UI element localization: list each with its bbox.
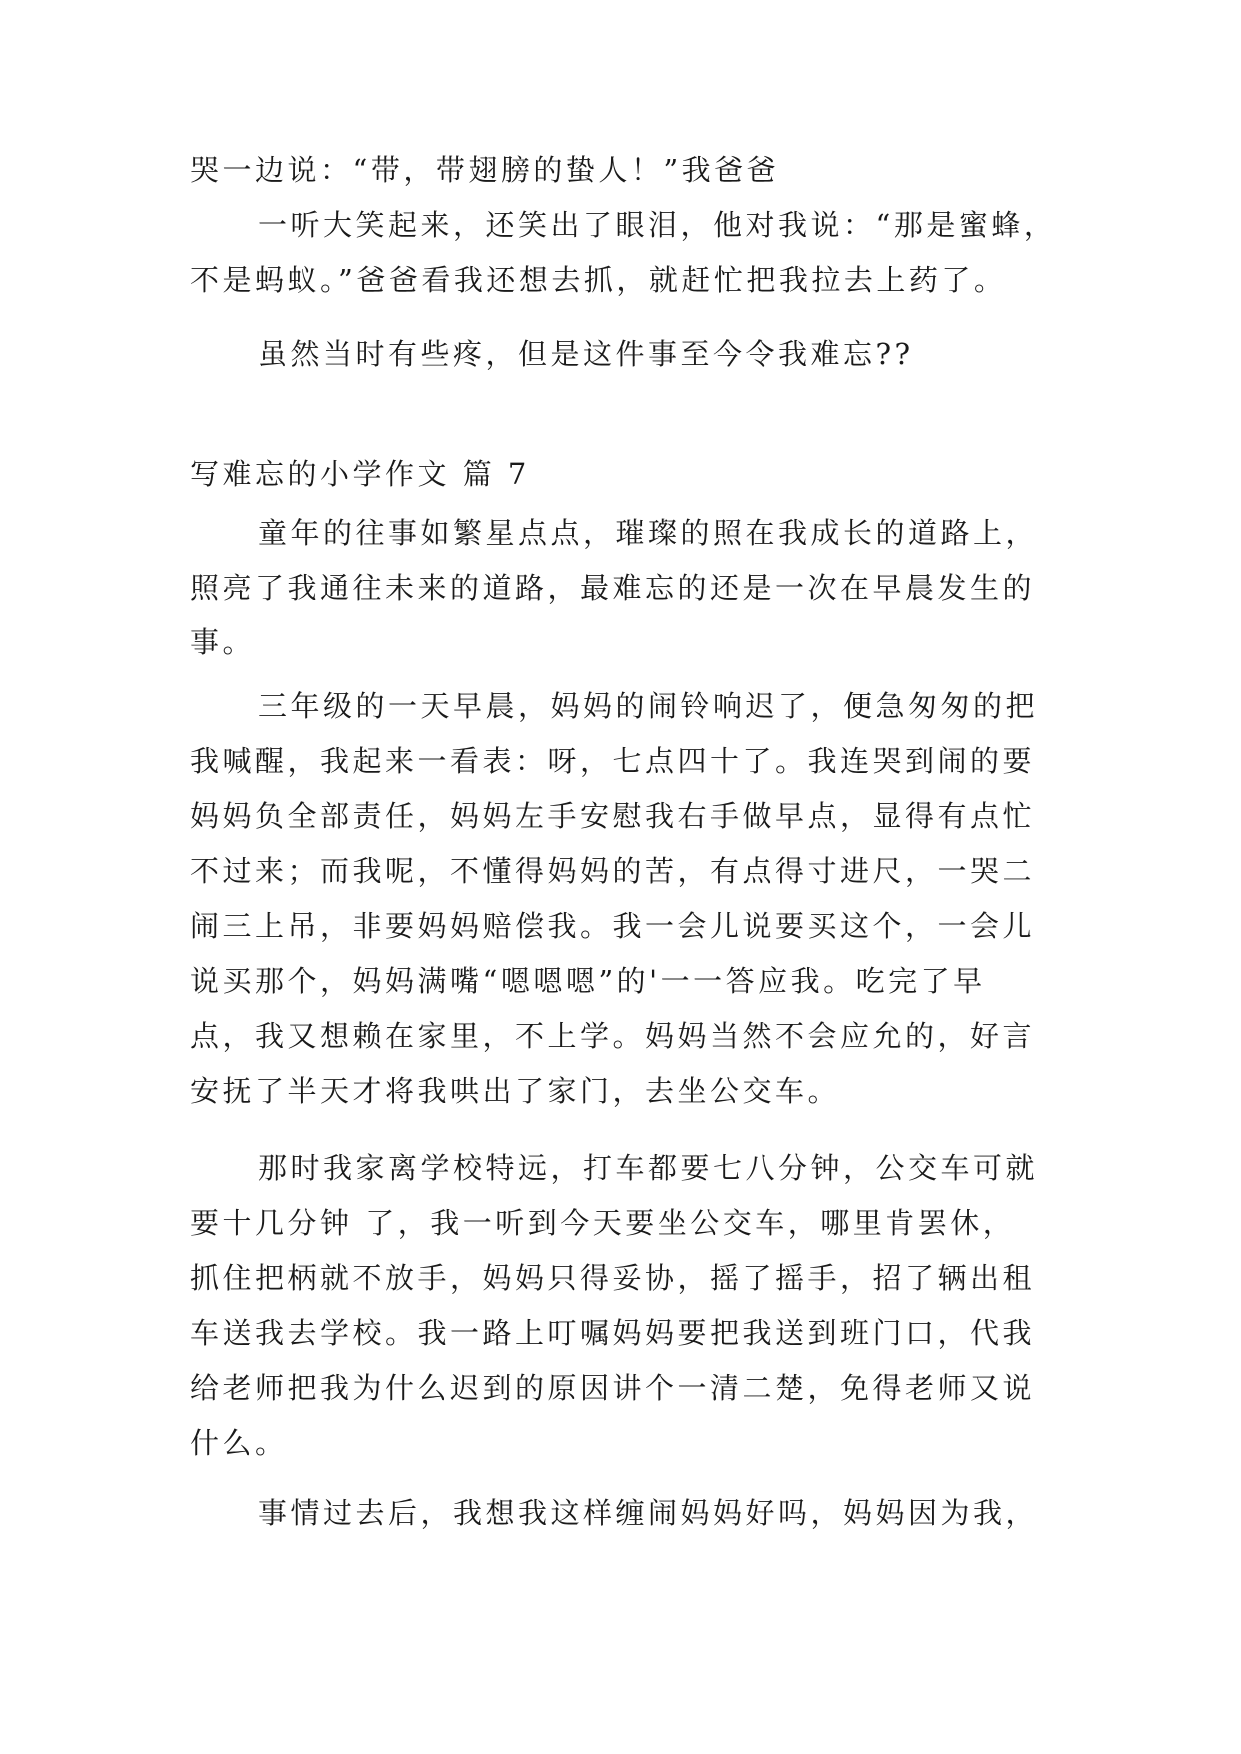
text-line: 一听大笑起来，还笑出了眼泪，他对我说：“那是蜜蜂， [258, 208, 1057, 242]
text-line: 不过来；而我呢，不懂得妈妈的苦，有点得寸进尺，一哭二 [190, 854, 1036, 888]
text-line: 不是蚂蚁。”爸爸看我还想去抓，就赶忙把我拉去上药了。 [190, 263, 1007, 297]
text-line: 虽然当时有些疼，但是这件事至今令我难忘?? [258, 337, 914, 371]
text-line: 童年的往事如繁星点点，璀璨的照在我成长的道路上， [258, 516, 1039, 550]
text-line: 那时我家离学校特远，打车都要七八分钟，公交车可就 [258, 1151, 1039, 1185]
text-line: 闹三上吊，非要妈妈赔偿我。我一会儿说要买这个，一会儿 [190, 909, 1036, 943]
text-line: 事。 [190, 625, 256, 659]
text-line: 三年级的一天早晨，妈妈的闹铃响迟了，便急匆匆的把 [258, 689, 1039, 723]
text-line: 安抚了半天才将我哄出了家门，去坐公交车。 [190, 1074, 841, 1108]
text-line: 车送我去学校。我一路上叮嘱妈妈要把我送到班门口，代我 [190, 1316, 1036, 1350]
text-line: 事情过去后，我想我这样缠闹妈妈好吗，妈妈因为我， [258, 1496, 1039, 1530]
text-line: 哭一边说：“带，带翅膀的蛰人！”我爸爸 [190, 153, 780, 187]
text-line: 抓住把柄就不放手，妈妈只得妥协，摇了摇手，招了辆出租 [190, 1261, 1036, 1295]
text-line: 照亮了我通往未来的道路，最难忘的还是一次在早晨发生的 [190, 571, 1036, 605]
text-line: 点，我又想赖在家里，不上学。妈妈当然不会应允的，好言 [190, 1019, 1036, 1053]
text-line: 要十几分钟 了，我一听到今天要坐公交车，哪里肯罢休， [190, 1206, 1016, 1240]
text-line: 妈妈负全部责任，妈妈左手安慰我右手做早点，显得有点忙 [190, 799, 1036, 833]
text-line: 什么。 [190, 1426, 288, 1460]
section-heading: 写难忘的小学作文 篇 7 [190, 457, 530, 491]
text-line: 我喊醒，我起来一看表：呀，七点四十了。我连哭到闹的要 [190, 744, 1036, 778]
text-line: 说买那个，妈妈满嘴“嗯嗯嗯”的'一一答应我。吃完了早 [190, 964, 986, 998]
text-line: 给老师把我为什么迟到的原因讲个一清二楚，免得老师又说 [190, 1371, 1036, 1405]
